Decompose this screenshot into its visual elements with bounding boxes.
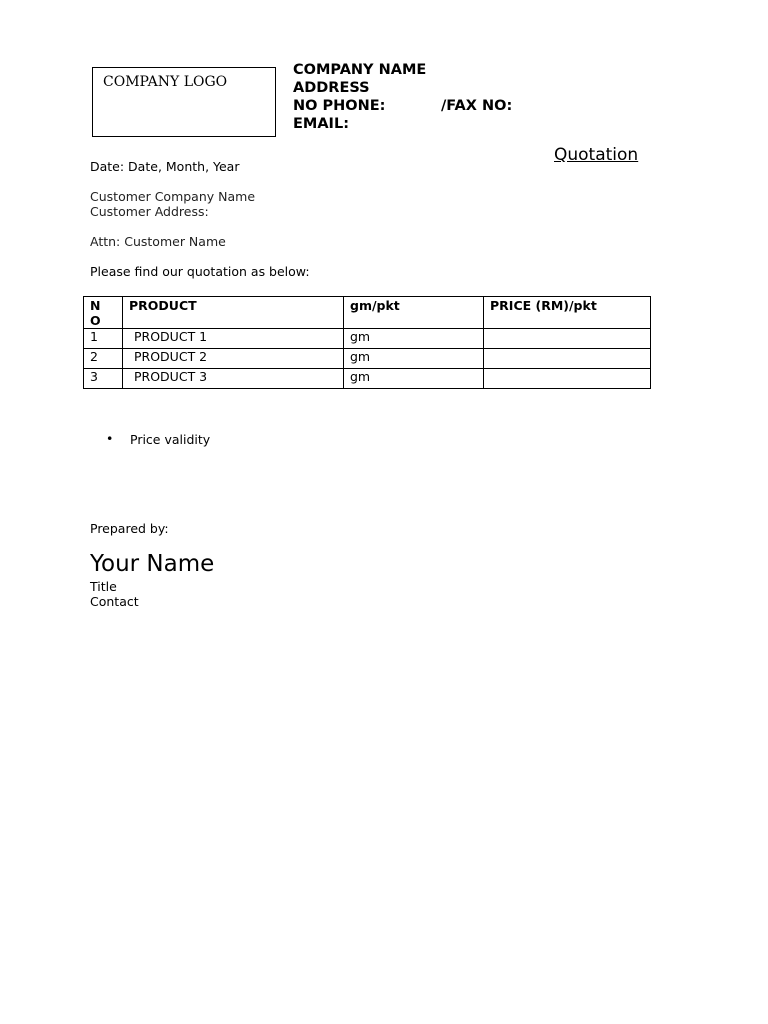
date-line: Date: Date, Month, Year: [90, 159, 240, 174]
customer-address: Customer Address:: [90, 204, 209, 219]
company-name: COMPANY NAME: [293, 62, 427, 78]
header-no-line2: O: [90, 313, 101, 328]
table-row: [84, 349, 651, 369]
note-price-validity: Price validity: [130, 432, 211, 447]
cell-product: PRODUCT 3: [123, 369, 344, 389]
table-row: [84, 369, 651, 389]
table-row: [84, 329, 651, 349]
cell-product: PRODUCT 1: [123, 329, 344, 349]
quotation-table: [83, 296, 651, 389]
cell-price[interactable]: [484, 369, 651, 389]
email-label: EMAIL:: [293, 116, 349, 132]
header-price: PRICE (RM)/pkt: [484, 297, 651, 329]
company-details: [293, 61, 513, 133]
attention-line: Attn: Customer Name: [90, 234, 226, 249]
cell-price[interactable]: [484, 349, 651, 369]
prepared-by-label: Prepared by:: [90, 521, 169, 536]
header-no: [84, 297, 123, 329]
phone-label: NO PHONE:: [293, 98, 386, 114]
signatory-contact: Contact: [90, 594, 139, 609]
header-no-line1: N: [90, 298, 101, 313]
cell-no: 3: [84, 369, 123, 389]
cell-gm: gm: [344, 349, 484, 369]
signatory-name: Your Name: [90, 551, 215, 577]
cell-gm: gm: [344, 369, 484, 389]
intro-text: Please find our quotation as below:: [90, 264, 310, 279]
company-logo-box: [92, 67, 276, 137]
phone-fax-line: [293, 97, 513, 115]
cell-no: 2: [84, 349, 123, 369]
document-title: Quotation: [554, 145, 639, 165]
company-address: ADDRESS: [293, 80, 370, 96]
signatory-title: Title: [90, 579, 117, 594]
table-header-row: [84, 297, 651, 329]
cell-gm: gm: [344, 329, 484, 349]
fax-label: /FAX NO:: [441, 98, 513, 114]
header-product: PRODUCT: [123, 297, 344, 329]
bullet-icon: •: [106, 431, 114, 446]
cell-product: PRODUCT 2: [123, 349, 344, 369]
logo-placeholder-text: COMPANY LOGO: [103, 74, 228, 90]
cell-no: 1: [84, 329, 123, 349]
header-gm-per-pkt: gm/pkt: [344, 297, 484, 329]
customer-company-name: Customer Company Name: [90, 189, 256, 204]
cell-price[interactable]: [484, 329, 651, 349]
